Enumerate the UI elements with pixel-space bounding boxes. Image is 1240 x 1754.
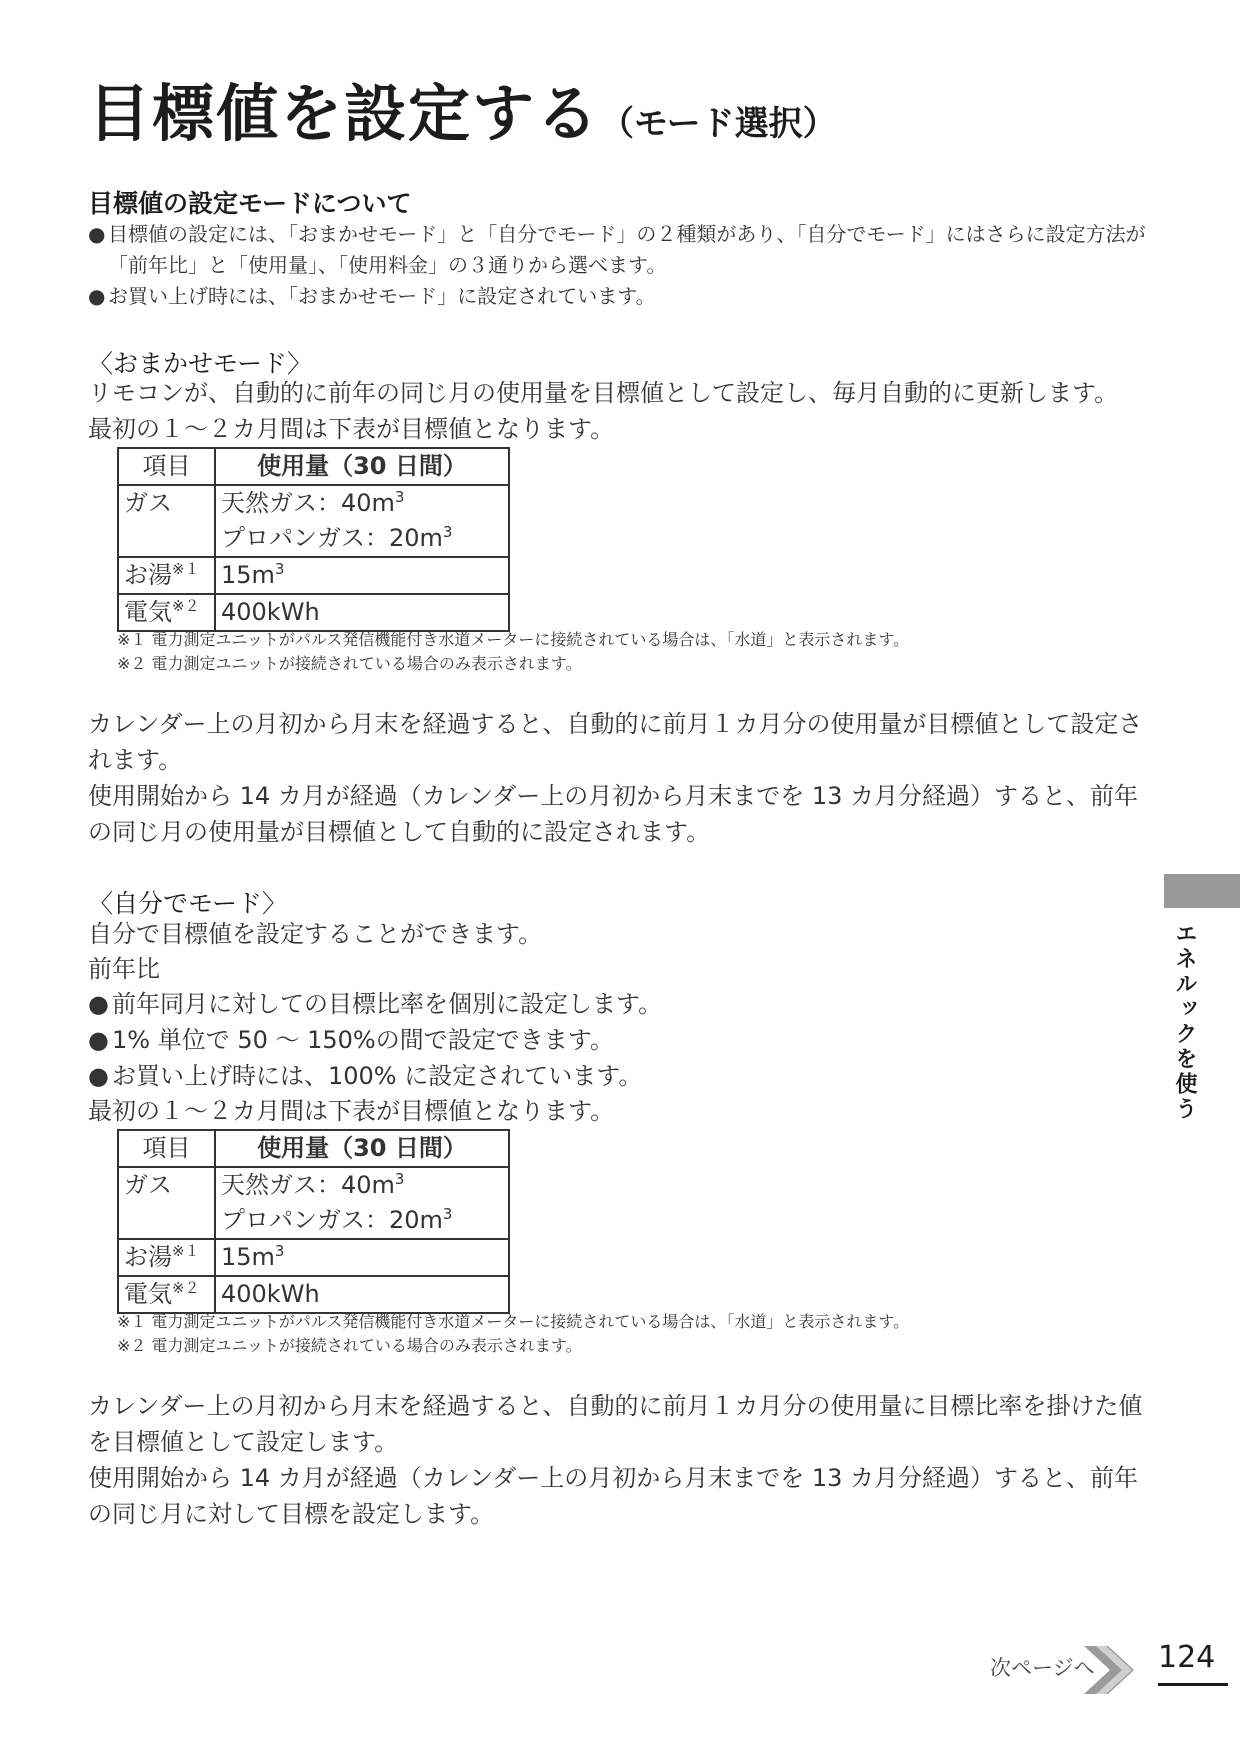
footnote-1: ※１ 電力測定ユニットがパルス発信機能付き水道メーターに接続されている場合は、「水道」と表示されます。 <box>117 1312 910 1331</box>
cell-water-value: $15m^3$ <box>215 1239 509 1276</box>
self-mode-subheading: 前年比 <box>88 955 160 983</box>
self-mode-bullet-list <box>88 986 662 1094</box>
cell-gas-label: ガス <box>118 1167 215 1239</box>
next-arrow-icon <box>1082 1642 1142 1698</box>
table-header-usage: 使用量（30 日間） <box>215 448 509 485</box>
cell-elec-label: 電気$^{※2}$ <box>118 594 215 631</box>
bullet-icon: ● <box>88 990 109 1018</box>
table-header-usage: 使用量（30 日間） <box>215 1130 509 1167</box>
paragraph: カレンダー上の月初から月末を経過すると、自動的に前月１カ月分の使用量が目標値として設定されます。 <box>88 710 1143 774</box>
bullet-icon: ● <box>88 1026 109 1054</box>
auto-mode-line-2: 最初の１～２カ月間は下表が目標値となります。 <box>88 415 615 443</box>
cell-elec-value: 400kWh <box>215 594 509 631</box>
page-number: 124 <box>1158 1640 1216 1675</box>
list-item: ● お買い上げ時には、「おまかせモード」に設定されています。 <box>88 281 1148 312</box>
cell-water-label: お湯$^{※1}$ <box>118 1239 215 1276</box>
list-item: ● 前年同月に対しての目標比率を個別に設定します。 <box>88 986 662 1022</box>
title-sub: （モード選択） <box>600 104 837 144</box>
auto-mode-heading: 〈おまかせモード〉 <box>88 349 313 378</box>
cell-elec-label: 電気$^{※2}$ <box>118 1276 215 1313</box>
self-mode-after <box>88 1388 1148 1532</box>
page-number-underline <box>1158 1683 1228 1686</box>
bullet-icon: ● <box>88 222 106 246</box>
cell-gas-label: ガス <box>118 485 215 557</box>
auto-mode-after <box>88 706 1148 850</box>
self-mode-heading: 〈自分でモード〉 <box>88 889 288 918</box>
footnote-2: ※２ 電力測定ユニットが接続されている場合のみ表示されます。 <box>117 654 582 673</box>
table-header-item: 項目 <box>118 448 215 485</box>
cell-gas-values: 天然ガス：$40m^3$ プロパンガス：$20m^3$ <box>215 485 509 557</box>
list-item: ● 1% 単位で 50 ～ 150%の間で設定できます。 <box>88 1022 662 1058</box>
target-table-auto <box>117 447 510 632</box>
chapter-tab-label: エネルックを使う <box>1172 922 1197 1122</box>
page-title <box>88 64 837 153</box>
chapter-tab-bar <box>1164 874 1240 908</box>
table-row <box>118 1276 509 1313</box>
table-row <box>118 485 509 557</box>
cell-elec-value: 400kWh <box>215 1276 509 1313</box>
table-row <box>118 557 509 594</box>
bullet-icon: ● <box>88 1062 109 1090</box>
next-page-label: 次ページへ <box>990 1656 1095 1680</box>
paragraph: 使用開始から 14 カ月が経過（カレンダー上の月初から月末までを 13 カ月分経過）すると、前年の同じ月の使用量が目標値として自動的に設定されます。 <box>88 782 1139 846</box>
title-main: 目標値を設定する <box>88 77 601 150</box>
section-heading-modes: 目標値の設定モードについて <box>88 189 412 218</box>
cell-water-value: $15m^3$ <box>215 557 509 594</box>
paragraph: カレンダー上の月初から月末を経過すると、自動的に前月１カ月分の使用量に目標比率を掛けた値を目標値として設定します。 <box>88 1392 1143 1456</box>
cell-gas-values: 天然ガス：$40m^3$ プロパンガス：$20m^3$ <box>215 1167 509 1239</box>
table-row <box>118 1239 509 1276</box>
self-mode-table-intro: 最初の１～２カ月間は下表が目標値となります。 <box>88 1097 615 1125</box>
list-item: ● 目標値の設定には、「おまかせモード」と「自分でモード」の２種類があり、「自分でモード」にはさらに設定方法が「前年比」と「使用量」、「使用料金」の３通りから選べます。 <box>88 219 1148 281</box>
table-row <box>118 1167 509 1239</box>
table-row <box>118 594 509 631</box>
cell-water-label: お湯$^{※1}$ <box>118 557 215 594</box>
section1-bullet-list <box>88 219 1148 312</box>
footnote-2: ※２ 電力測定ユニットが接続されている場合のみ表示されます。 <box>117 1336 582 1355</box>
paragraph: 使用開始から 14 カ月が経過（カレンダー上の月初から月末までを 13 カ月分経過）すると、前年の同じ月に対して目標を設定します。 <box>88 1464 1139 1528</box>
target-table-self <box>117 1129 510 1314</box>
bullet-icon: ● <box>88 284 106 308</box>
table-header-item: 項目 <box>118 1130 215 1167</box>
footnote-1: ※１ 電力測定ユニットがパルス発信機能付き水道メーターに接続されている場合は、「水道」と表示されます。 <box>117 630 910 649</box>
list-item: ● お買い上げ時には、100% に設定されています。 <box>88 1058 662 1094</box>
auto-mode-line-1: リモコンが、自動的に前年の同じ月の使用量を目標値として設定し、毎月自動的に更新します。 <box>88 379 1119 407</box>
self-mode-intro: 自分で目標値を設定することができます。 <box>88 920 543 948</box>
next-page-indicator[interactable] <box>990 1652 1095 1682</box>
